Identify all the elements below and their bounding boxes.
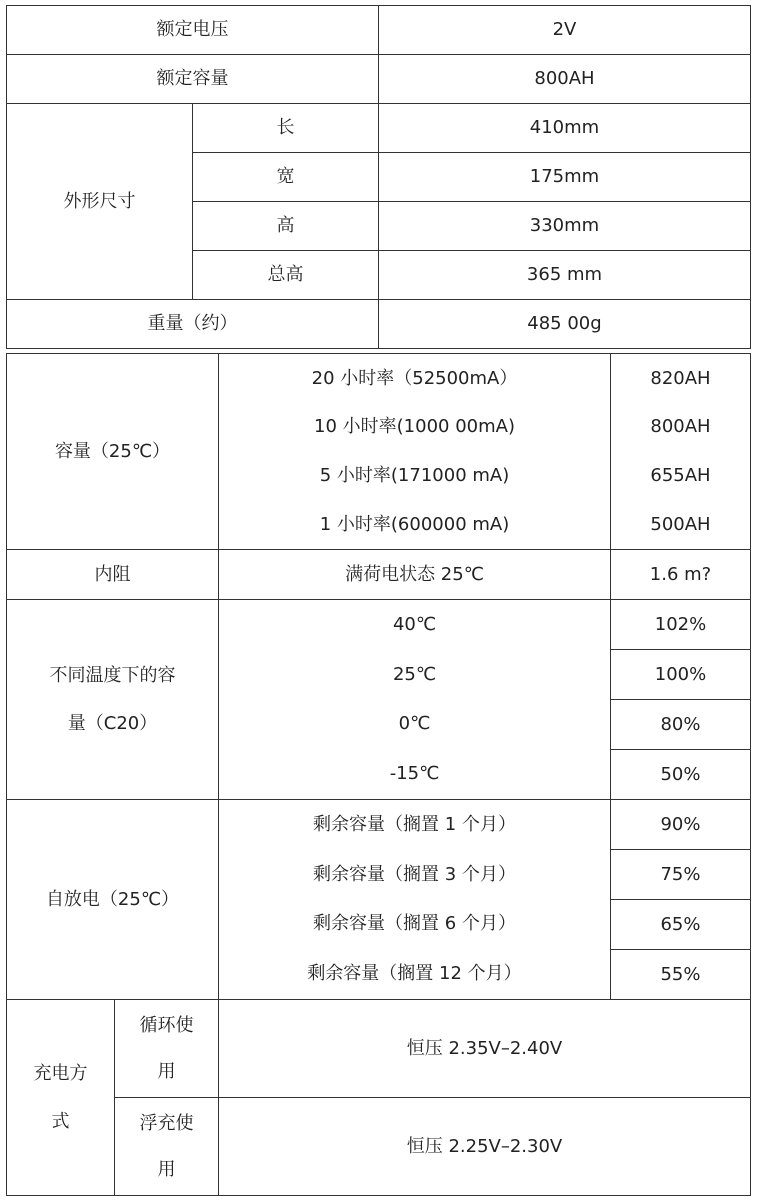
resistance-value: 1.6 m? (611, 550, 751, 600)
charging-cycle-line1: 循环使 (139, 1014, 194, 1036)
capacity-label: 容量（25℃） (7, 354, 219, 550)
table-row (7, 6, 751, 55)
temp-capacity-value: 50% (611, 750, 751, 800)
dimension-sub-label: 长 (193, 104, 379, 153)
capacity-rate-text: 1 小时率(600000 mA) (319, 513, 510, 535)
rated-capacity-value: 800AH (379, 55, 751, 104)
table-row (7, 55, 751, 104)
table-row (7, 300, 751, 349)
charging-float-line1: 浮充使 (139, 1112, 194, 1134)
basic-spec-table (6, 5, 751, 349)
temp-capacity-label-line1: 不同温度下的容 (49, 664, 176, 686)
dimension-sub-label: 宽 (193, 153, 379, 202)
charging-float-line2: 用 (157, 1158, 176, 1180)
capacity-value: 500AH (650, 513, 711, 535)
table-row (7, 1000, 751, 1098)
charging-label-line2: 式 (51, 1110, 70, 1132)
self-discharge-desc: 剩余容量（搁置 12 个月） (307, 962, 522, 984)
dimension-sub-label: 总高 (193, 251, 379, 300)
table-row (7, 104, 751, 153)
weight-label: 重量（约） (7, 300, 379, 349)
resistance-condition: 满荷电状态 25℃ (219, 550, 611, 600)
temp-capacity-label-line2: 量（C20） (67, 712, 158, 734)
dimension-value: 365 mm (379, 251, 751, 300)
charging-cycle-value: 恒压 2.35V–2.40V (219, 1000, 751, 1098)
temp-list-cell (219, 600, 611, 800)
charging-float-value: 恒压 2.25V–2.30V (219, 1098, 751, 1196)
temp-text: 0℃ (398, 713, 431, 735)
charging-cycle-line2: 用 (157, 1060, 176, 1082)
self-discharge-value: 75% (611, 850, 751, 900)
capacity-rate-text: 20 小时率（52500mA） (311, 367, 518, 389)
capacity-value: 800AH (650, 416, 711, 438)
self-discharge-value: 90% (611, 800, 751, 850)
charging-label (7, 1000, 115, 1196)
capacity-value: 820AH (650, 367, 711, 389)
temp-text: 40℃ (392, 614, 437, 636)
capacity-values-cell (611, 354, 751, 550)
charging-label-line1: 充电方 (33, 1062, 88, 1084)
capacity-value: 655AH (650, 465, 711, 487)
resistance-label: 内阻 (7, 550, 219, 600)
weight-value: 485 00g (379, 300, 751, 349)
self-discharge-value: 65% (611, 900, 751, 950)
capacity-rate-text: 5 小时率(171000 mA) (319, 465, 510, 487)
dimensions-label: 外形尺寸 (7, 104, 193, 300)
table-row (7, 354, 751, 550)
temp-text: 25℃ (392, 663, 437, 685)
rated-capacity-label: 额定容量 (7, 55, 379, 104)
temp-capacity-value: 102% (611, 600, 751, 650)
rated-voltage-value: 2V (379, 6, 751, 55)
temp-text: -15℃ (389, 762, 440, 784)
performance-spec-table (6, 353, 751, 1196)
self-discharge-desc: 剩余容量（搁置 6 个月） (313, 913, 516, 935)
table-row (7, 800, 751, 850)
dimension-value: 330mm (379, 202, 751, 251)
self-discharge-desc: 剩余容量（搁置 1 个月） (313, 814, 516, 836)
temp-capacity-value: 100% (611, 650, 751, 700)
table-row (7, 1098, 751, 1196)
charging-cycle-label (115, 1000, 219, 1098)
dimension-sub-label: 高 (193, 202, 379, 251)
capacity-rates-cell (219, 354, 611, 550)
dimension-value: 410mm (379, 104, 751, 153)
capacity-rate-text: 10 小时率(1000 00mA) (314, 416, 515, 438)
self-discharge-label: 自放电（25℃） (7, 800, 219, 1000)
self-discharge-value: 55% (611, 950, 751, 1000)
self-discharge-list-cell (219, 800, 611, 1000)
temp-capacity-value: 80% (611, 700, 751, 750)
temp-capacity-label (7, 600, 219, 800)
charging-float-label (115, 1098, 219, 1196)
self-discharge-desc: 剩余容量（搁置 3 个月） (313, 863, 516, 885)
dimension-value: 175mm (379, 153, 751, 202)
table-row (7, 550, 751, 600)
rated-voltage-label: 额定电压 (7, 6, 379, 55)
table-row (7, 600, 751, 650)
